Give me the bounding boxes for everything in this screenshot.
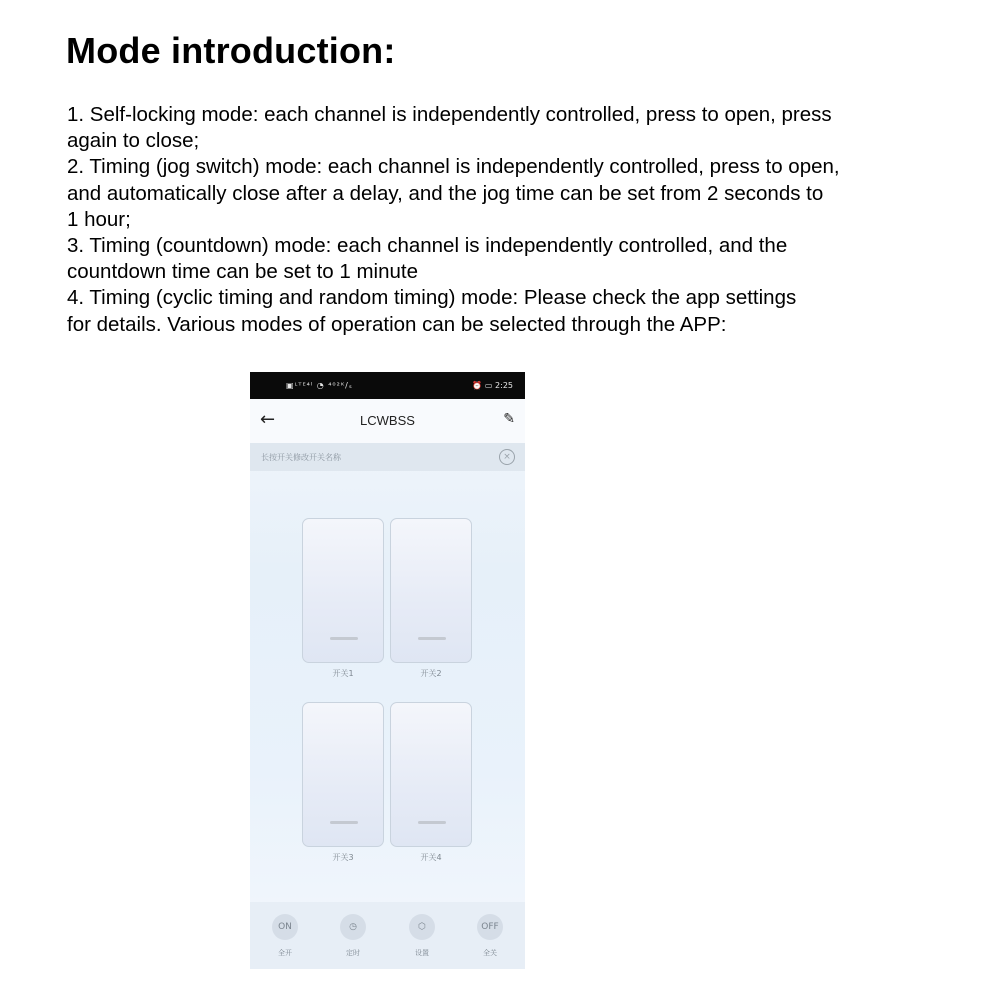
status-time: ⏰ ▭ 2:25 bbox=[472, 381, 513, 390]
switch-indicator bbox=[418, 637, 446, 640]
intro-line: again to close; bbox=[67, 129, 200, 153]
switch-3-label: 开关3 bbox=[332, 853, 354, 862]
switch-3-button[interactable] bbox=[302, 702, 384, 847]
intro-line: and automatically close after a delay, and the jog time can be set from 2 seconds to bbox=[67, 181, 824, 205]
all-off-button[interactable]: OFF bbox=[477, 914, 503, 940]
switch-indicator bbox=[330, 821, 358, 824]
intro-line: 2. Timing (jog switch) mode: each channel is independently controlled, press to open, bbox=[67, 155, 840, 179]
switch-4-button[interactable] bbox=[390, 702, 472, 847]
switch-4-label: 开关4 bbox=[420, 853, 442, 862]
bottom-toolbar bbox=[250, 902, 525, 969]
switch-indicator bbox=[330, 637, 358, 640]
all-off-label: 全关 bbox=[483, 949, 497, 957]
intro-line: 1 hour; bbox=[67, 207, 131, 231]
timer-clock-icon[interactable]: ◷ bbox=[340, 914, 366, 940]
page-title: Mode introduction: bbox=[66, 30, 396, 71]
intro-line: countdown time can be set to 1 minute bbox=[67, 260, 418, 284]
settings-label: 设置 bbox=[415, 949, 429, 957]
hint-text: 长按开关修改开关名称 bbox=[261, 453, 341, 462]
intro-line: 4. Timing (cyclic timing and random timing) mode: Please check the app settings bbox=[67, 286, 797, 310]
switch-2-label: 开关2 bbox=[420, 669, 442, 678]
switch-1-button[interactable] bbox=[302, 518, 384, 663]
rename-hint-banner bbox=[250, 443, 525, 471]
intro-line: 1. Self-locking mode: each channel is independently controlled, press to open, press bbox=[67, 103, 832, 126]
intro-line: for details. Various modes of operation can be selected through the APP: bbox=[67, 312, 727, 336]
switch-1-label: 开关1 bbox=[332, 669, 354, 678]
all-on-button[interactable]: ON bbox=[272, 914, 298, 940]
switch-indicator bbox=[418, 821, 446, 824]
phone-screenshot bbox=[250, 372, 525, 969]
intro-line: 3. Timing (countdown) mode: each channel is independently controlled, and the bbox=[67, 234, 788, 258]
device-title: LCWBSS bbox=[360, 413, 415, 428]
timer-label: 定时 bbox=[346, 949, 360, 957]
signal-indicators: ▣ᴸᵀᴱ⁴ˡ ◔ ⁴⁰²ᴷ/ₛ bbox=[286, 381, 353, 390]
mode-introduction-text bbox=[67, 102, 967, 338]
back-arrow-icon[interactable]: ← bbox=[260, 409, 276, 430]
edit-pencil-icon[interactable]: ✎ bbox=[503, 411, 515, 427]
status-bar bbox=[250, 372, 525, 399]
app-header bbox=[250, 399, 525, 443]
switch-2-button[interactable] bbox=[390, 518, 472, 663]
settings-cube-icon[interactable]: ⬡ bbox=[409, 914, 435, 940]
all-on-label: 全开 bbox=[278, 949, 292, 957]
close-icon[interactable]: × bbox=[499, 449, 515, 465]
